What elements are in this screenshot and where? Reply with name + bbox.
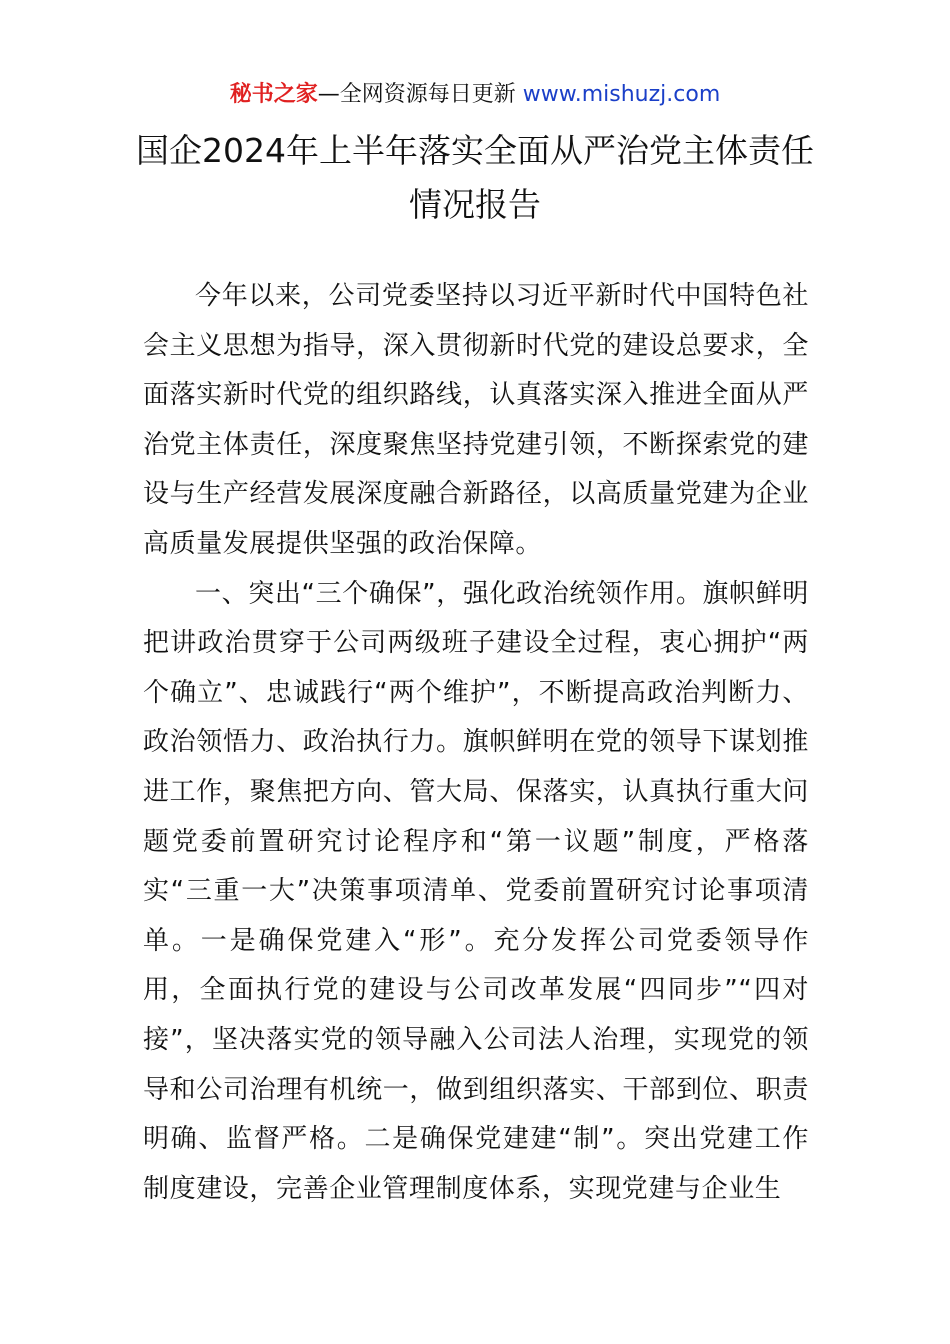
site-header — [0, 80, 950, 110]
document-title — [0, 124, 950, 232]
site-url-link[interactable]: www.mishuzj.com — [522, 82, 721, 107]
header-tagline: —全网资源每日更新 — [317, 82, 516, 107]
paragraph-intro: 今年以来，公司党委坚持以习近平新时代中国特色社会主义思想为指导，深入贯彻新时代党的建设总要求，全面落实新时代党的组织路线，认真落实深入推进全面从严治党主体责任，深度聚焦坚持党建引领，不断探索党的建设与生产经营发展深度融合新路径，以高质量党建为企业高质量发展提供坚强的政治保障。 — [143, 281, 809, 559]
title-line-2: 情况报告 — [409, 185, 541, 224]
title-line-1: 国企2024年上半年落实全面从严治党主体责任 — [136, 131, 814, 170]
document-body — [143, 272, 809, 1214]
paragraph-section-1: 一、突出“三个确保”，强化政治统领作用。旗帜鲜明把讲政治贯穿于公司两级班子建设全过程，衷心拥护“两个确立”、忠诚践行“两个维护”，不断提高政治判断力、政治领悟力、政治执行力。旗帜鲜明在党的领导下谋划推进工作，聚焦把方向、管大局、保落实，认真执行重大问题党委前置研究讨论程序和“第一议题”制度，严格落实“三重一大”决策事项清单、党委前置研究讨论事项清单。一是确保党建入“形”。充分发挥公司党委领导作用，全面执行党的建设与公司改革发展“四同步”“四对接”，坚决落实党的领导融入公司法人治理，实现党的领导和公司治理有机统一，做到组织落实、干部到位、职责明确、监督严格。二是确保党建建“制”。突出党建工作制度建设，完善企业管理制度体系，实现党建与企业生 — [143, 578, 809, 1204]
brand-name: 秘书之家 — [229, 82, 318, 107]
